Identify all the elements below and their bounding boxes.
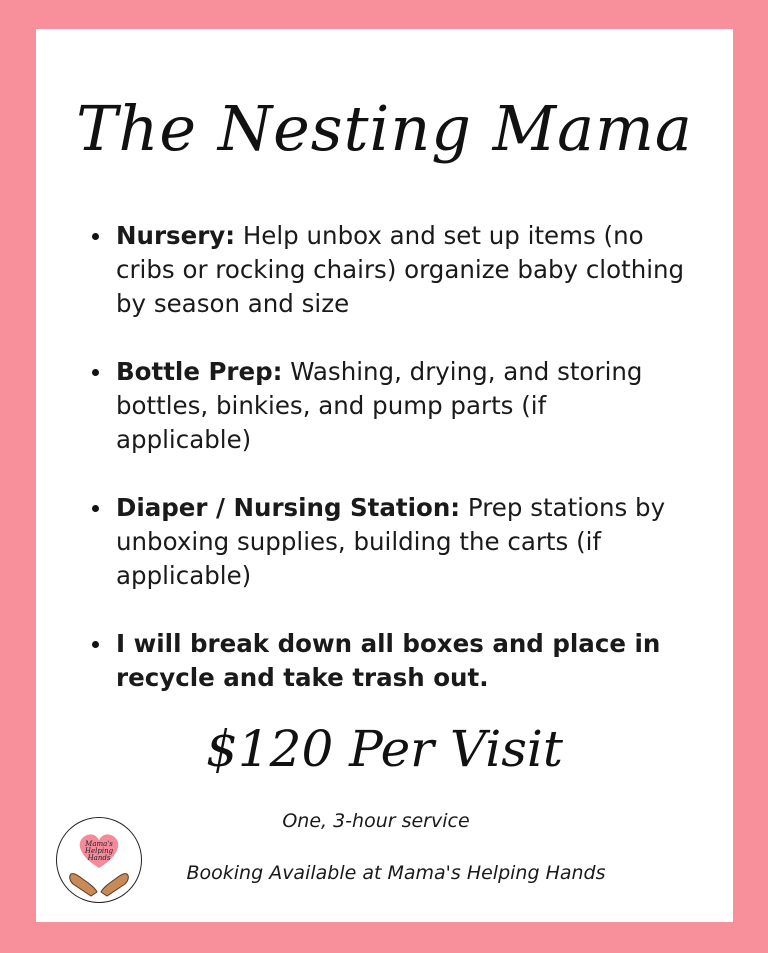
- list-item: [88, 355, 688, 457]
- bullet-icon: [92, 369, 99, 376]
- heart-hands-logo-icon: [56, 817, 142, 903]
- bullet-icon: [92, 233, 99, 240]
- list-item: [88, 219, 688, 321]
- booking-note: Booking Available at Mama's Helping Hands: [186, 862, 606, 884]
- logo-text-2: Helping: [84, 847, 114, 855]
- logo-text-3: Hands: [87, 854, 111, 862]
- item-label: Diaper / Nursing Station:: [116, 493, 461, 522]
- price-heading: $120 Per Visit: [206, 720, 563, 778]
- bullet-icon: [92, 641, 99, 648]
- page-title: The Nesting Mama: [76, 92, 693, 165]
- flyer-card: [36, 29, 733, 922]
- item-text: Washing, drying, and storing bottles, binkies, and pump parts (if applicable): [116, 357, 643, 454]
- item-label: Bottle Prep:: [116, 357, 283, 386]
- item-label: Nursery:: [116, 221, 236, 250]
- item-text: Help unbox and set up items (no cribs or rocking chairs) organize baby clothing by season and size: [116, 221, 685, 318]
- service-list: [88, 219, 688, 729]
- list-item: [88, 491, 688, 593]
- item-label: I will break down all boxes and place in recycle and take trash out.: [116, 629, 661, 692]
- item-text: Prep stations by unboxing supplies, building the carts (if applicable): [116, 493, 666, 590]
- bullet-icon: [92, 505, 99, 512]
- logo-text-1: Mama's: [85, 840, 113, 848]
- list-item: [88, 627, 688, 695]
- service-duration: One, 3-hour service: [282, 810, 470, 832]
